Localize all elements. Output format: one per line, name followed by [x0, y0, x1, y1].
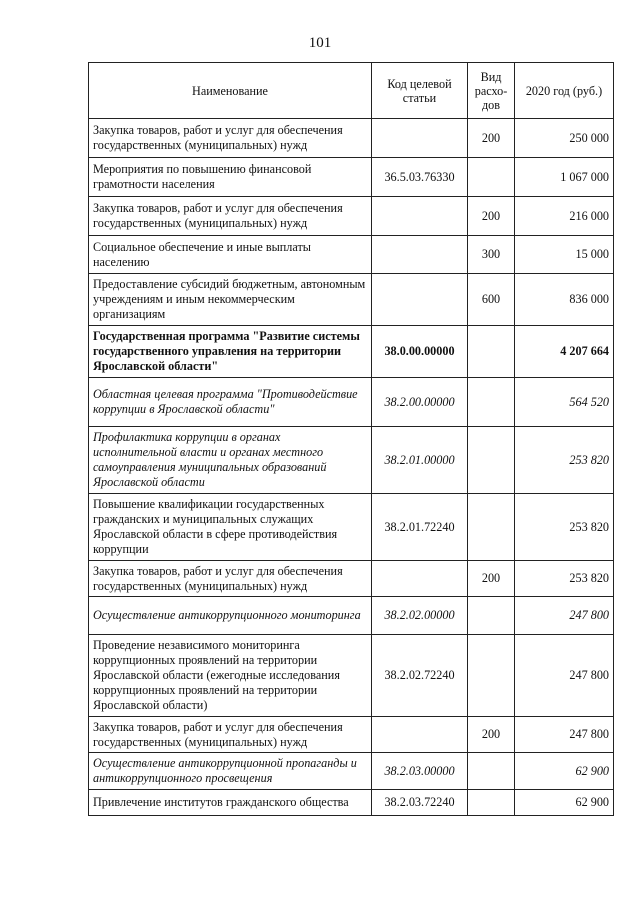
row-code: 38.2.01.00000 — [372, 427, 468, 494]
table-row — [89, 597, 614, 635]
row-kind — [468, 790, 515, 816]
row-amount: 1 067 000 — [515, 158, 614, 197]
row-kind: 200 — [468, 197, 515, 236]
table-row — [89, 236, 614, 274]
row-kind — [468, 427, 515, 494]
row-kind — [468, 494, 515, 561]
row-name: Профилактика коррупции в органах исполнительной власти и органах местного самоуправления муниципальных образований Ярославской области — [89, 427, 372, 494]
row-name: Закупка товаров, работ и услуг для обеспечения государственных (муниципальных) нужд — [89, 197, 372, 236]
header-name: Наименование — [89, 63, 372, 119]
table-row — [89, 635, 614, 717]
row-amount: 62 900 — [515, 790, 614, 816]
row-amount: 62 900 — [515, 753, 614, 790]
row-kind: 200 — [468, 717, 515, 753]
row-code: 38.2.01.72240 — [372, 494, 468, 561]
header-code: Код целевой статьи — [372, 63, 468, 119]
row-code: 38.2.00.00000 — [372, 378, 468, 427]
row-name: Мероприятия по повышению финансовой грамотности населения — [89, 158, 372, 197]
table-row — [89, 753, 614, 790]
row-code — [372, 561, 468, 597]
row-name: Привлечение институтов гражданского общества — [89, 790, 372, 816]
row-kind — [468, 326, 515, 378]
row-name: Предоставление субсидий бюджетным, автономным учреждениям и иным некоммерческим организациям — [89, 274, 372, 326]
row-amount: 253 820 — [515, 427, 614, 494]
row-kind — [468, 597, 515, 635]
row-amount: 216 000 — [515, 197, 614, 236]
row-amount: 247 800 — [515, 597, 614, 635]
row-kind: 200 — [468, 119, 515, 158]
row-amount: 4 207 664 — [515, 326, 614, 378]
table-row — [89, 717, 614, 753]
table-row — [89, 119, 614, 158]
row-amount: 250 000 — [515, 119, 614, 158]
row-name: Социальное обеспечение и иные выплаты населению — [89, 236, 372, 274]
table-row — [89, 197, 614, 236]
row-kind — [468, 158, 515, 197]
row-code — [372, 236, 468, 274]
row-name: Повышение квалификации государственных гражданских и муниципальных служащих Ярославской области в сфере противодействия коррупции — [89, 494, 372, 561]
row-kind — [468, 753, 515, 790]
row-amount: 247 800 — [515, 717, 614, 753]
page-number: 101 — [308, 35, 332, 51]
row-kind — [468, 635, 515, 717]
row-amount: 15 000 — [515, 236, 614, 274]
row-code: 38.2.02.00000 — [372, 597, 468, 635]
row-amount: 247 800 — [515, 635, 614, 717]
row-amount: 836 000 — [515, 274, 614, 326]
row-code — [372, 274, 468, 326]
row-name: Государственная программа "Развитие системы государственного управления на территории Ярославской области" — [89, 326, 372, 378]
row-name: Закупка товаров, работ и услуг для обеспечения государственных (муниципальных) нужд — [89, 717, 372, 753]
table-row — [89, 326, 614, 378]
header-kind: Вид расхо-дов — [468, 63, 515, 119]
row-code: 38.0.00.00000 — [372, 326, 468, 378]
table-body — [89, 119, 614, 816]
table-row — [89, 158, 614, 197]
budget-table — [88, 62, 614, 816]
table-row — [89, 790, 614, 816]
row-code: 38.2.03.00000 — [372, 753, 468, 790]
row-name: Закупка товаров, работ и услуг для обеспечения государственных (муниципальных) нужд — [89, 561, 372, 597]
table-row — [89, 427, 614, 494]
row-name: Осуществление антикоррупционной пропаганды и антикоррупционного просвещения — [89, 753, 372, 790]
row-kind: 300 — [468, 236, 515, 274]
row-code: 38.2.02.72240 — [372, 635, 468, 717]
row-kind: 600 — [468, 274, 515, 326]
table-row — [89, 494, 614, 561]
header-amount: 2020 год (руб.) — [515, 63, 614, 119]
row-amount: 253 820 — [515, 494, 614, 561]
row-name: Областная целевая программа "Противодействие коррупции в Ярославской области" — [89, 378, 372, 427]
row-name: Осуществление антикоррупционного мониторинга — [89, 597, 372, 635]
table-header-row — [89, 63, 614, 119]
table-row — [89, 274, 614, 326]
row-name: Проведение независимого мониторинга коррупционных проявлений на территории Ярославской области (ежегодные исследования коррупционных проявлений на территории Ярославской области) — [89, 635, 372, 717]
row-code: 36.5.03.76330 — [372, 158, 468, 197]
row-name: Закупка товаров, работ и услуг для обеспечения государственных (муниципальных) нужд — [89, 119, 372, 158]
row-code: 38.2.03.72240 — [372, 790, 468, 816]
row-amount: 564 520 — [515, 378, 614, 427]
row-amount: 253 820 — [515, 561, 614, 597]
row-code — [372, 119, 468, 158]
row-kind: 200 — [468, 561, 515, 597]
row-kind — [468, 378, 515, 427]
table-row — [89, 561, 614, 597]
table-row — [89, 378, 614, 427]
row-code — [372, 197, 468, 236]
row-code — [372, 717, 468, 753]
